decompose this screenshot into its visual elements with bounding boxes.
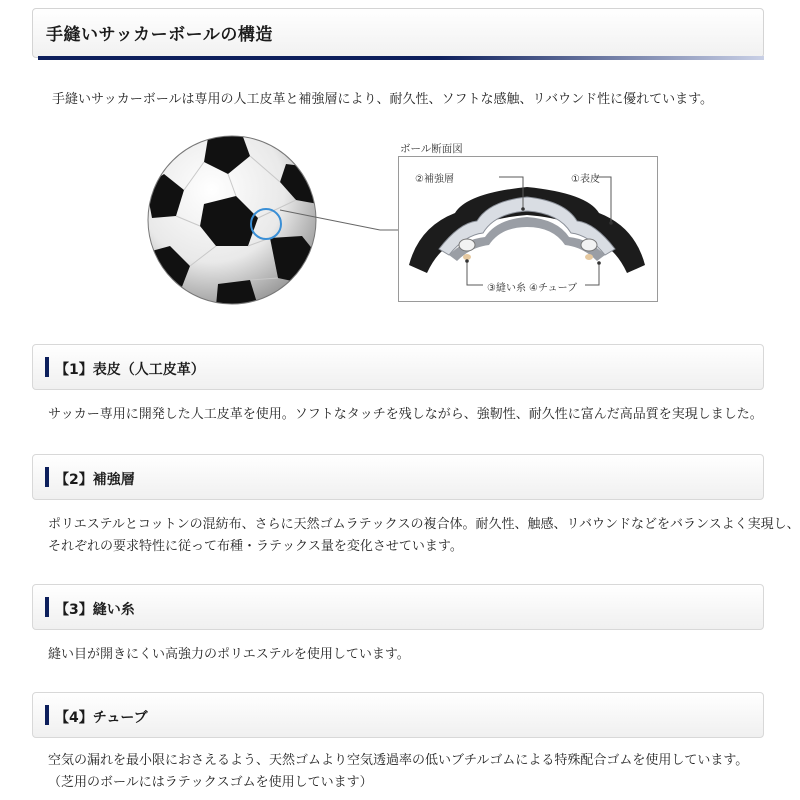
section-body-skin: [48, 404, 763, 426]
section-header-reinforcement: [32, 454, 764, 500]
callout-skin: ①表皮: [571, 174, 600, 185]
section-body-line: 縫い目が開きにくい高強力のポリエステルを使用しています。: [48, 647, 410, 662]
section-accent-bar: [45, 467, 49, 487]
section-body-line: サッカー専用に開発した人工皮革を使用。ソフトなタッチを残しながら、強靭性、耐久性に富んだ高品質を実現しました。: [48, 407, 763, 422]
section-header-thread: [32, 584, 764, 630]
section-heading: 【3】縫い糸: [55, 602, 135, 618]
section-heading: 【1】表皮（人工皮革）: [55, 362, 205, 378]
section-accent-bar: [45, 705, 49, 725]
page-title: 手縫いサッカーボールの構造: [46, 25, 273, 45]
callout-thread: ③縫い糸: [487, 283, 526, 294]
section-accent-bar: [45, 597, 49, 617]
intro-text: 手縫いサッカーボールは専用の人工皮革と補強層により、耐久性、ソフトな感触、リバウンド性に優れています。: [52, 92, 714, 107]
cross-section-diagram: [398, 156, 658, 302]
section-body-thread: [48, 644, 410, 666]
callout-tube: ④チューブ: [529, 283, 578, 294]
section-heading: 【2】補強層: [55, 472, 135, 488]
section-body-line: 空気の漏れを最小限におさえるよう、天然ゴムより空気透過率の低いブチルゴムによる特殊配合ゴムを使用しています。: [48, 753, 749, 768]
diagram-label: ボール断面図: [400, 143, 463, 155]
section-header-tube: [32, 692, 764, 738]
section-body-line: （芝用のボールにはラテックスゴムを使用しています）: [48, 775, 373, 790]
callout-reinforcement: ②補強層: [415, 174, 454, 185]
section-body-reinforcement: [48, 514, 800, 558]
section-heading: 【4】チューブ: [55, 710, 148, 726]
section-header-skin: [32, 344, 764, 390]
section-accent-bar: [45, 357, 49, 377]
section-body-line: それぞれの要求特性に従って布種・ラテックス量を変化させています。: [48, 539, 463, 554]
section-body-tube: [48, 750, 748, 794]
section-body-line: ポリエステルとコットンの混紡布、さらに天然ゴムラテックスの複合体。耐久性、触感、リバウンドなどをバランスよく実現し、: [48, 517, 800, 532]
